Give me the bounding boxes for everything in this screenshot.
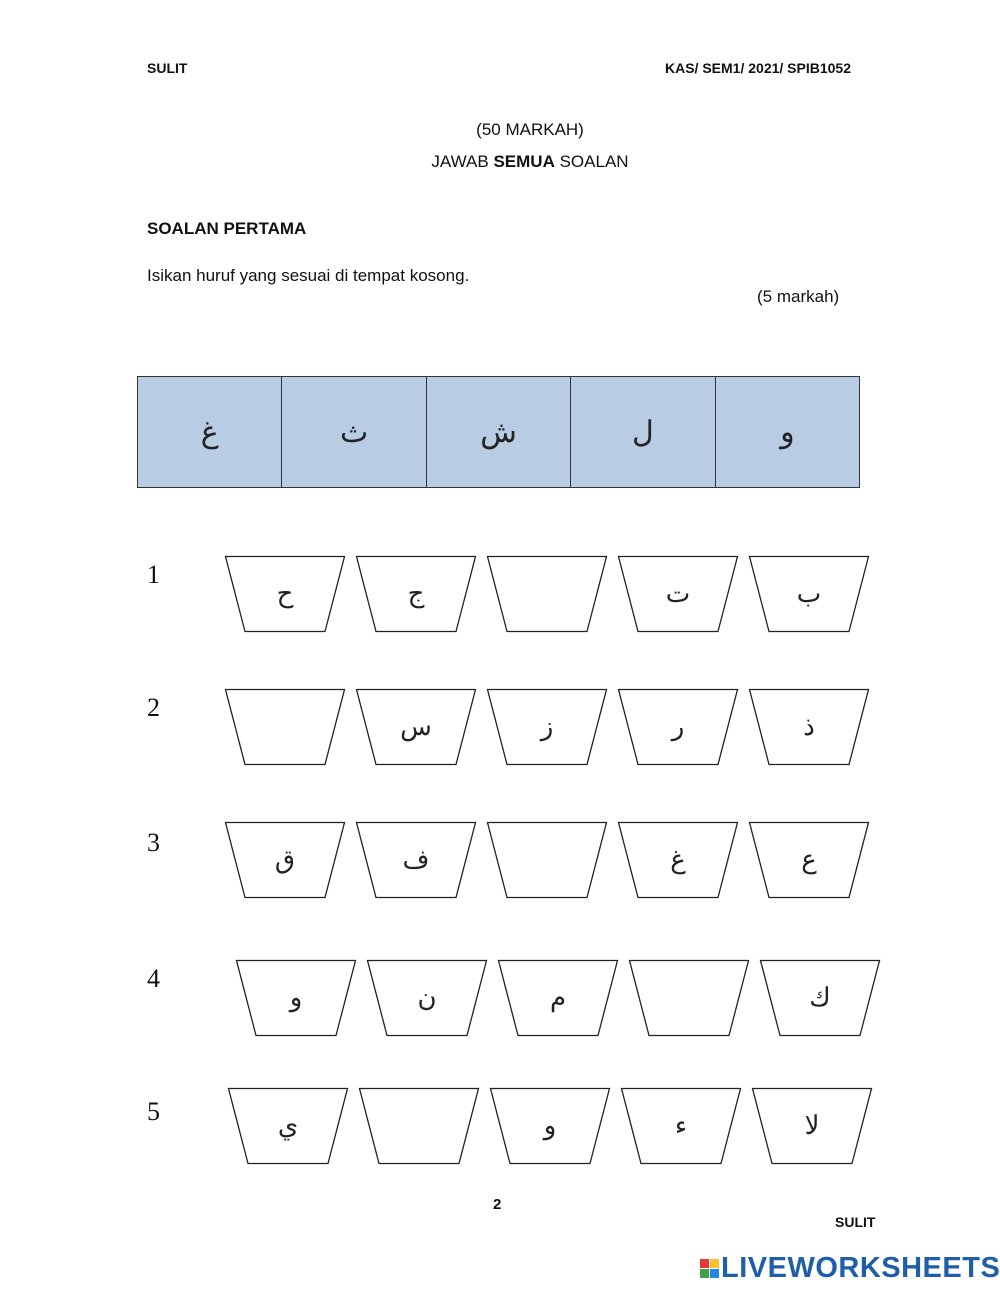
- word-bank-letter[interactable]: غ: [138, 377, 282, 487]
- letter-cup: [366, 959, 488, 1037]
- cup-letter: ك: [809, 983, 831, 1013]
- cup-letter: لا: [804, 1111, 820, 1141]
- cup-letter: ذ: [803, 712, 815, 742]
- word-bank: [137, 376, 860, 488]
- cup-letter: س: [400, 712, 432, 742]
- cup-letter: و: [543, 1111, 557, 1141]
- letter-cup: [227, 1087, 349, 1165]
- answer-blank-cup[interactable]: [486, 555, 608, 633]
- letter-cup: [489, 1087, 611, 1165]
- section-title: SOALAN PERTAMA: [147, 219, 307, 238]
- letter-cup: [748, 555, 870, 633]
- word-bank-letter[interactable]: ش: [427, 377, 571, 487]
- page-number: 2: [493, 1196, 502, 1213]
- cup-letter: م: [549, 983, 567, 1013]
- cup-letter: [224, 688, 346, 766]
- liveworksheets-logo[interactable]: [700, 1252, 1000, 1285]
- letter-cup: [497, 959, 619, 1037]
- letter-cup: [355, 688, 477, 766]
- cup-letter: غ: [670, 845, 686, 875]
- letter-cup: [355, 821, 477, 899]
- letter-cup: [617, 821, 739, 899]
- cup-letter: و: [289, 983, 303, 1013]
- question-number: 5: [147, 1097, 160, 1126]
- cup-letter: [358, 1087, 480, 1165]
- cup-letter: ء: [674, 1111, 688, 1141]
- letter-cup: [748, 821, 870, 899]
- answer-blank-cup[interactable]: [358, 1087, 480, 1165]
- instruction-prefix: JAWAB: [431, 152, 494, 171]
- cup-letter: ع: [801, 845, 817, 875]
- section-marks: (5 markah): [757, 287, 840, 306]
- cup-letter: ج: [407, 579, 425, 609]
- word-bank-letter[interactable]: ل: [571, 377, 715, 487]
- letter-cup: [759, 959, 881, 1037]
- question-number: 4: [147, 964, 160, 993]
- cup-letter: ر: [671, 712, 685, 742]
- header-right: KAS/ SEM1/ 2021/ SPIB1052: [665, 60, 851, 76]
- question-number: 2: [147, 693, 160, 722]
- instruction-bold: SEMUA: [493, 152, 555, 171]
- letter-cup: [486, 688, 608, 766]
- question-number: 3: [147, 828, 160, 857]
- letter-cup: [751, 1087, 873, 1165]
- cup-letter: ق: [274, 845, 296, 875]
- instruction-suffix: SOALAN: [554, 152, 629, 171]
- cup-letter: ت: [665, 579, 691, 609]
- cup-letter: ب: [796, 579, 822, 609]
- word-bank-letter[interactable]: ث: [282, 377, 426, 487]
- letter-cup: [617, 688, 739, 766]
- cup-letter: ن: [417, 983, 437, 1013]
- letter-cup: [748, 688, 870, 766]
- question-number: 1: [147, 560, 160, 589]
- answer-blank-cup[interactable]: [224, 688, 346, 766]
- cup-letter: [486, 555, 608, 633]
- cup-letter: ف: [402, 845, 430, 875]
- letter-cup: [355, 555, 477, 633]
- instruction-line: [330, 152, 730, 172]
- logo-blocks-icon: [700, 1259, 719, 1278]
- cup-letter: [486, 821, 608, 899]
- section-instruction: Isikan huruf yang sesuai di tempat kosong.: [147, 266, 470, 285]
- header-left: SULIT: [147, 60, 188, 76]
- cup-letter: [628, 959, 750, 1037]
- total-marks: (50 MARKAH): [476, 120, 584, 139]
- letter-cup: [235, 959, 357, 1037]
- cup-letter: ح: [276, 579, 294, 609]
- footer-classification: SULIT: [835, 1214, 876, 1230]
- letter-cup: [620, 1087, 742, 1165]
- letter-cup: [224, 821, 346, 899]
- answer-blank-cup[interactable]: [628, 959, 750, 1037]
- cup-letter: ي: [277, 1111, 299, 1141]
- logo-text: LIVEWORKSHEETS: [721, 1252, 1000, 1284]
- cup-letter: ز: [540, 712, 554, 742]
- letter-cup: [617, 555, 739, 633]
- word-bank-letter[interactable]: و: [780, 414, 795, 450]
- letter-cup: [224, 555, 346, 633]
- answer-blank-cup[interactable]: [486, 821, 608, 899]
